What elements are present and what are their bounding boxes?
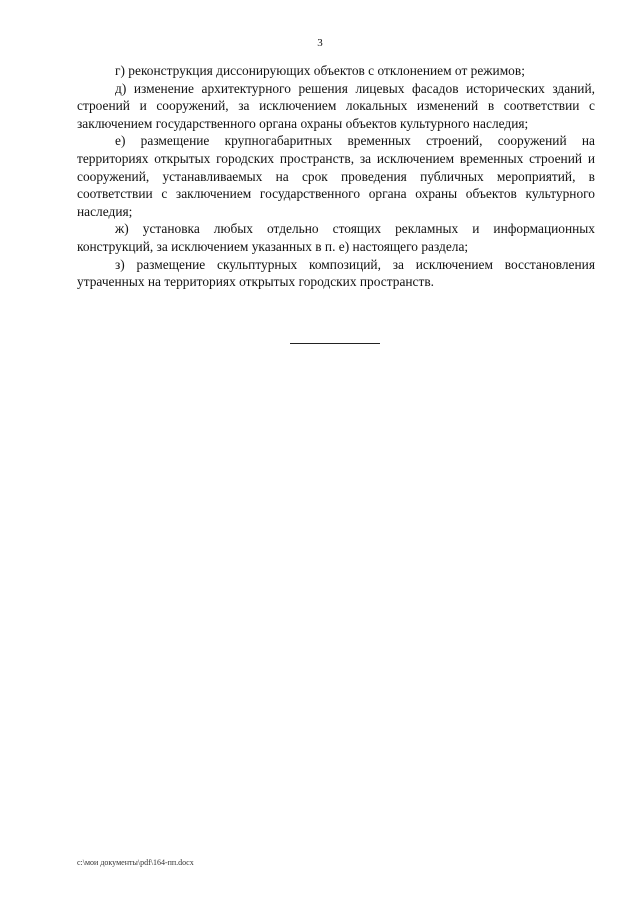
clause-e: е) размещение крупногабаритных временных строений, сооружений на территориях открытых городских пространств, за исключением временных строений и сооружений, устанавливаемых на срок проведения публичных мероприятий, в соответствии с заключением государственного органа охраны объектов культурного наследия; [77,133,595,219]
clause-g: г) реконструкция диссонирующих объектов с отклонением от режимов; [115,63,525,78]
end-separator-line [290,343,380,344]
footer-file-path: c:\мои документы\pdf\164-пп.docx [77,858,194,867]
page-number: 3 [317,37,323,49]
document-body [77,62,595,291]
clause-z: з) размещение скульптурных композиций, за исключением восстановления утраченных на территориях открытых городских пространств. [77,256,595,290]
clause-zh: ж) установка любых отдельно стоящих рекламных и информационных конструкций, за исключением указанных в п. е) настоящего раздела; [77,221,595,254]
clause-d: д) изменение архитектурного решения лицевых фасадов исторических зданий, строений и сооружений, за исключением локальных изменений в соответствии с заключением государственного органа охраны объектов культурного наследия; [77,80,595,131]
